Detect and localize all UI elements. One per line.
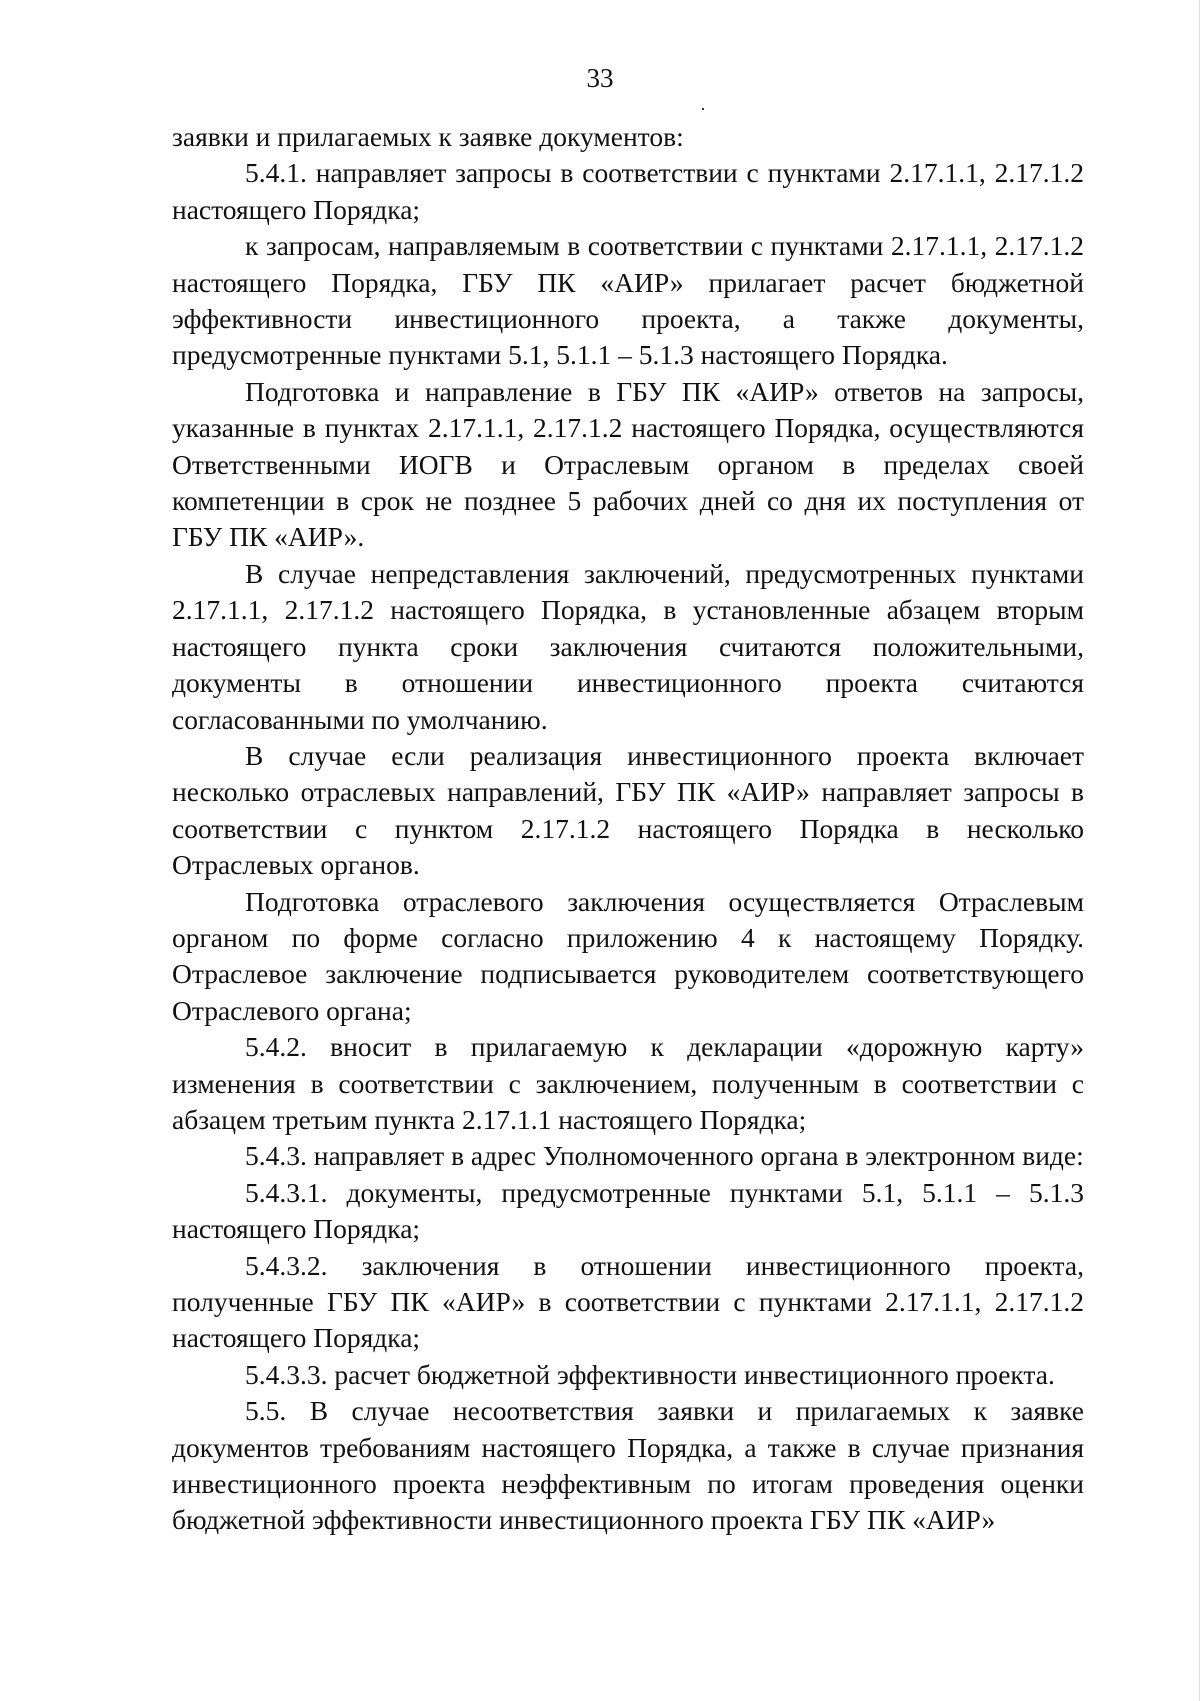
paragraph-non-submission: В случае непредставления заключений, предусмотренных пунктами 2.17.1.1, 2.17.1.2 настоящего Порядка, в установленные абзацем вторым настоящего пункта сроки заключения считаются положительными, документы в отношении инвестиционного проекта считаются согласованными по умолчанию. bbox=[172, 557, 1084, 735]
document-body bbox=[172, 119, 1084, 1539]
scan-speck bbox=[702, 108, 704, 110]
paragraph-5-4-2: 5.4.2. вносит в прилагаемую к декларации «дорожную карту» изменения в соответствии с заключением, полученным в соответствии с абзацем третьим пункта 2.17.1.1 настоящего Порядка; bbox=[172, 1031, 1084, 1135]
paragraph-requests-attachments: к запросам, направляемым в соответствии с пунктами 2.17.1.1, 2.17.1.2 настоящего Порядка, ГБУ ПК «АИР» прилагает расчет бюджетной эффективности инвестиционного проекта, а также документы, предусмотренные пунктами 5.1, 5.1.1 – 5.1.3 настоящего Порядка. bbox=[172, 230, 1084, 371]
paragraph-responses-preparation: Подготовка и направление в ГБУ ПК «АИР» ответов на запросы, указанные в пунктах 2.17.1.1, 2.17.1.2 настоящего Порядка, осуществляются Ответственными ИОГВ и Отраслевым органом в пределах своей компетенции в срок не позднее 5 рабочих дней со дня их поступления от ГБУ ПК «АИР». bbox=[172, 375, 1084, 553]
paragraph-sector-conclusion: Подготовка отраслевого заключения осуществляется Отраслевым органом по форме согласно приложению 4 к настоящему Порядку. Отраслевое заключение подписывается руководителем соответствующего Отраслевого органа; bbox=[172, 885, 1084, 1026]
page-number: 33 bbox=[586, 63, 614, 93]
paragraph-5-4-3-1: 5.4.3.1. документы, предусмотренные пунктами 5.1, 5.1.1 – 5.1.3 настоящего Порядка; bbox=[172, 1176, 1084, 1245]
paragraph-5-4-3-3: 5.4.3.3. расчет бюджетной эффективности инвестиционного проекта. bbox=[245, 1358, 1055, 1390]
paragraph-5-5: 5.5. В случае несоответствия заявки и прилагаемых к заявке документов требованиям настоящего Порядка, а также в случае признания инвестиционного проекта неэффективным по итогам проведения оценки бюджетной эффективности инвестиционного проекта ГБУ ПК «АИР» bbox=[172, 1395, 1084, 1536]
paragraph-5-4-3-2: 5.4.3.2. заключения в отношении инвестиционного проекта, полученные ГБУ ПК «АИР» в соответствии с пунктами 2.17.1.1, 2.17.1.2 настоящего Порядка; bbox=[172, 1249, 1084, 1354]
paragraph-multiple-directions: В случае если реализация инвестиционного проекта включает несколько отраслевых направлений, ГБУ ПК «АИР» направляет запросы в соответствии с пунктом 2.17.1.2 настоящего Порядка в несколько Отраслевых органов. bbox=[172, 739, 1084, 881]
paragraph-5-4-1: 5.4.1. направляет запросы в соответствии с пунктами 2.17.1.1, 2.17.1.2 настоящего Порядка; bbox=[172, 157, 1084, 225]
paragraph-5-4-3: 5.4.3. направляет в адрес Уполномоченного органа в электронном виде: bbox=[245, 1140, 1084, 1172]
paragraph-continuation: заявки и прилагаемых к заявке документов: bbox=[172, 121, 684, 152]
